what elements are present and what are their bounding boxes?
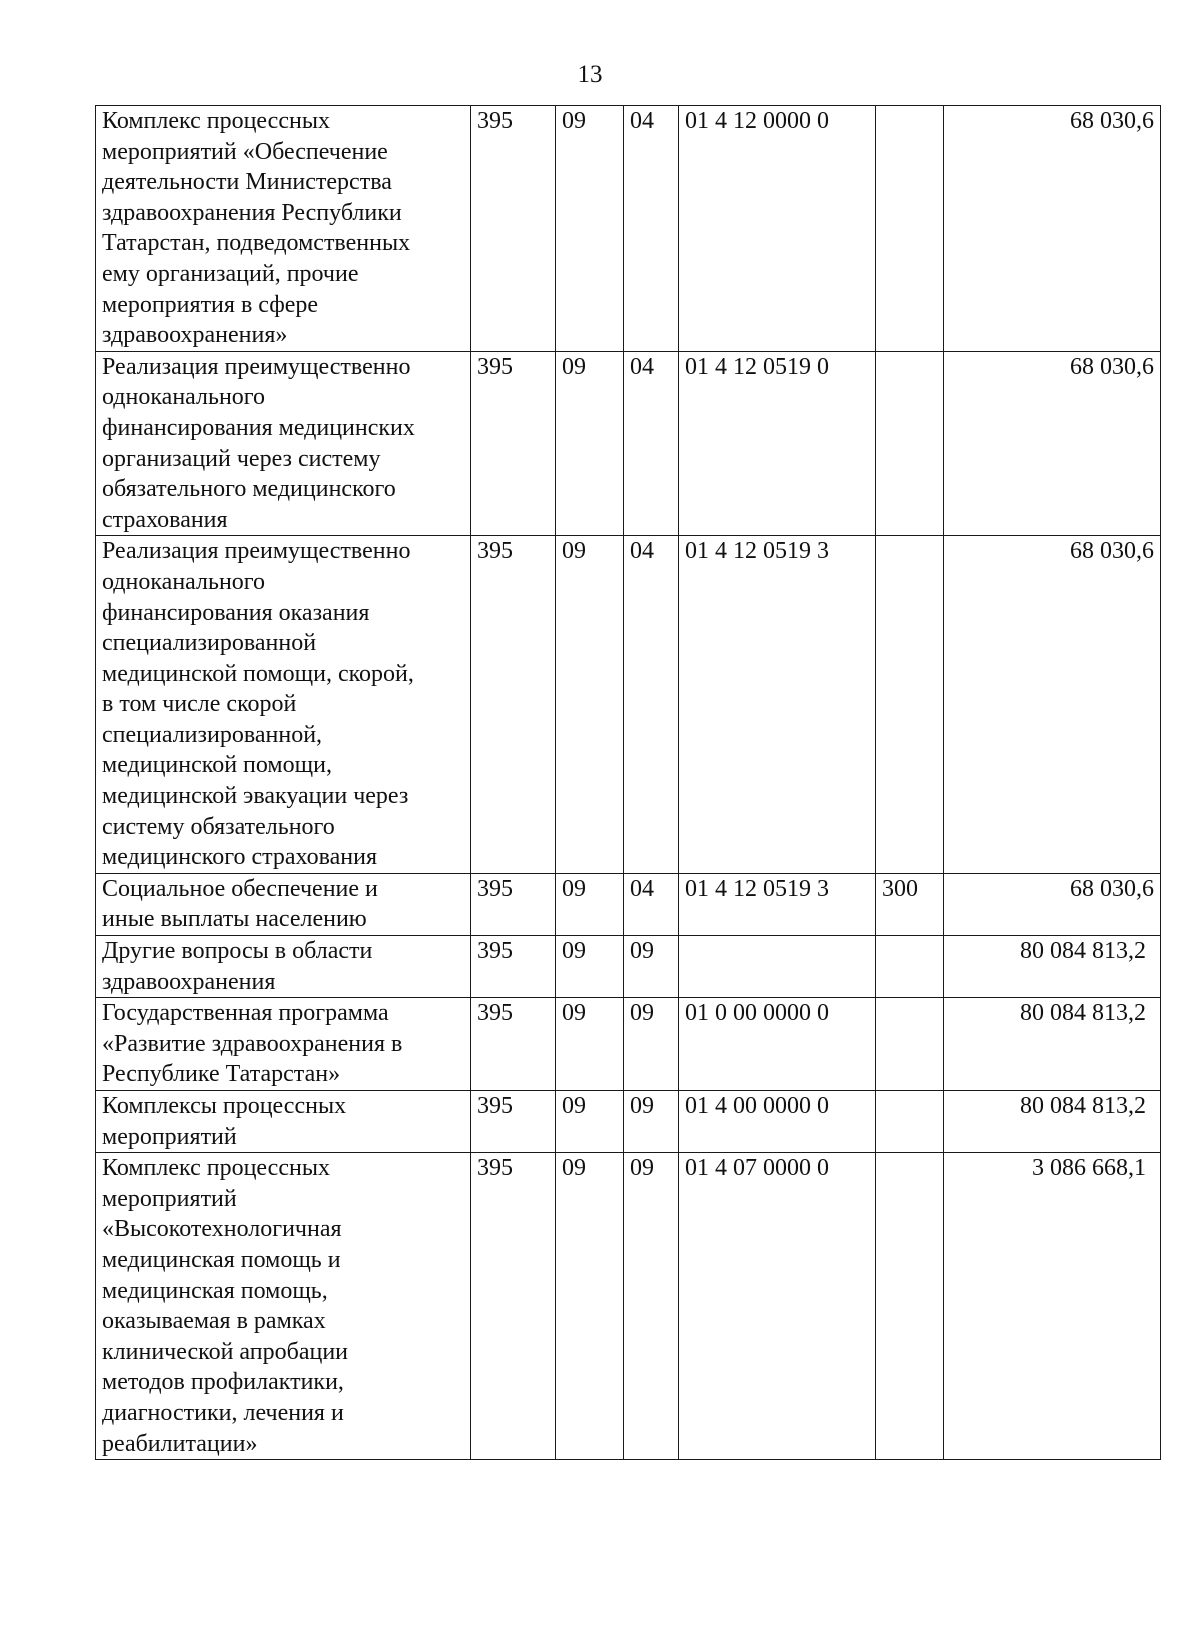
amount-cell: 68 030,6	[944, 536, 1161, 874]
item-name-line: Социальное обеспечение и	[102, 875, 378, 902]
amount-cell: 68 030,6	[944, 873, 1161, 935]
item-name-line: медицинская помощь,	[102, 1277, 328, 1304]
target-article-cell	[679, 936, 876, 998]
item-name-line: оказываемая в рамках	[102, 1308, 326, 1335]
ministry-code-cell: 395	[471, 106, 556, 352]
amount-cell: 80 084 813,2	[944, 936, 1161, 998]
item-name-line: методов профилактики,	[102, 1369, 344, 1396]
item-name-cell	[96, 536, 471, 874]
item-name-line: ему организаций, прочие	[102, 260, 359, 287]
table-row	[96, 106, 1161, 352]
item-name-line: здравоохранения»	[102, 322, 288, 349]
target-article-cell: 01 4 12 0519 0	[679, 351, 876, 536]
section-code-cell: 09	[556, 106, 624, 352]
subsection-code-cell: 09	[624, 936, 679, 998]
expense-type-cell	[876, 536, 944, 874]
item-name-line: Комплексы процессных	[102, 1093, 347, 1119]
table-row	[96, 998, 1161, 1091]
section-code-cell: 09	[556, 1153, 624, 1460]
item-name-line: мероприятий	[102, 1185, 237, 1212]
item-name-cell	[96, 351, 471, 536]
table-row	[96, 536, 1161, 874]
amount-cell: 80 084 813,2	[944, 998, 1161, 1091]
subsection-code-cell: 04	[624, 536, 679, 874]
item-name-cell	[96, 873, 471, 935]
item-name-line: медицинской помощи, скорой,	[102, 660, 414, 687]
expense-type-cell	[876, 351, 944, 536]
page-number: 13	[577, 61, 603, 88]
item-name-line: медицинского страхования	[102, 844, 378, 871]
subsection-code-cell: 09	[624, 998, 679, 1091]
item-name-line: Другие вопросы в области	[102, 938, 373, 965]
item-name-cell	[96, 1153, 471, 1460]
item-name-line: медицинская помощь и	[102, 1246, 341, 1273]
subsection-code-cell: 09	[624, 1153, 679, 1460]
item-name-line: специализированной	[102, 630, 317, 657]
item-name-line: медицинской эвакуации через	[102, 783, 409, 810]
item-name-line: финансирования оказания	[102, 599, 370, 626]
table-row	[96, 1091, 1161, 1153]
ministry-code-cell: 395	[471, 1091, 556, 1153]
ministry-code-cell: 395	[471, 1153, 556, 1460]
item-name-line: здравоохранения	[102, 968, 276, 995]
table-row	[96, 936, 1161, 998]
item-name-line: Реализация преимущественно	[102, 353, 411, 380]
item-name-line: деятельности Министерства	[102, 169, 392, 196]
target-article-cell: 01 4 07 0000 0	[679, 1153, 876, 1460]
expense-type-cell	[876, 998, 944, 1091]
item-name-line: обязательного медицинского	[102, 476, 396, 503]
amount-cell: 3 086 668,1	[944, 1153, 1161, 1460]
item-name-line: клинической апробации	[102, 1338, 348, 1365]
target-article-cell: 01 4 12 0519 3	[679, 873, 876, 935]
item-name-cell	[96, 998, 471, 1091]
item-name-line: Комплекс процессных	[102, 1155, 330, 1182]
item-name-line: «Развитие здравоохранения в	[102, 1030, 403, 1057]
item-name-line: страхования	[102, 506, 228, 533]
ministry-code-cell: 395	[471, 536, 556, 874]
expense-type-cell	[876, 936, 944, 998]
item-name-line: специализированной,	[102, 721, 323, 748]
item-name-line: «Высокотехнологичная	[102, 1216, 342, 1243]
item-name-line: мероприятий	[102, 1123, 237, 1150]
item-name-line: одноканального	[102, 568, 266, 595]
item-name-line: Татарстан, подведомственных	[102, 230, 411, 257]
item-name-cell	[96, 1091, 471, 1153]
item-name-cell	[96, 936, 471, 998]
amount-cell: 80 084 813,2	[944, 1091, 1161, 1153]
item-name-line: Республике Татарстан»	[102, 1061, 341, 1088]
ministry-code-cell: 395	[471, 873, 556, 935]
amount-cell: 68 030,6	[944, 106, 1161, 352]
section-code-cell: 09	[556, 351, 624, 536]
target-article-cell: 01 4 12 0000 0	[679, 106, 876, 352]
item-name-line: Реализация преимущественно	[102, 538, 411, 565]
item-name-line: реабилитации»	[102, 1430, 258, 1457]
target-article-cell: 01 0 00 0000 0	[679, 998, 876, 1091]
section-code-cell: 09	[556, 936, 624, 998]
target-article-cell: 01 4 00 0000 0	[679, 1091, 876, 1153]
expense-type-cell	[876, 1153, 944, 1460]
item-name-line: Комплекс процессных	[102, 108, 330, 134]
expense-type-cell	[876, 106, 944, 352]
item-name-line: мероприятия в сфере	[102, 291, 319, 318]
section-code-cell: 09	[556, 1091, 624, 1153]
section-code-cell: 09	[556, 998, 624, 1091]
item-name-cell	[96, 106, 471, 352]
item-name-line: в том числе скорой	[102, 691, 297, 718]
expense-type-cell: 300	[876, 873, 944, 935]
expense-type-cell	[876, 1091, 944, 1153]
subsection-code-cell: 09	[624, 1091, 679, 1153]
item-name-line: здравоохранения Республики	[102, 199, 402, 226]
item-name-line: Государственная программа	[102, 1000, 389, 1027]
item-name-line: организаций через систему	[102, 445, 381, 472]
subsection-code-cell: 04	[624, 873, 679, 935]
section-code-cell: 09	[556, 873, 624, 935]
ministry-code-cell: 395	[471, 351, 556, 536]
amount-cell: 68 030,6	[944, 351, 1161, 536]
target-article-cell: 01 4 12 0519 3	[679, 536, 876, 874]
item-name-line: финансирования медицинских	[102, 414, 415, 441]
item-name-line: одноканального	[102, 384, 266, 411]
ministry-code-cell: 395	[471, 936, 556, 998]
item-name-line: мероприятий «Обеспечение	[102, 138, 388, 165]
budget-table-body	[96, 106, 1161, 1460]
subsection-code-cell: 04	[624, 106, 679, 352]
item-name-line: медицинской помощи,	[102, 752, 332, 779]
item-name-line: диагностики, лечения и	[102, 1399, 344, 1426]
item-name-line: иные выплаты населению	[102, 906, 367, 933]
ministry-code-cell: 395	[471, 998, 556, 1091]
item-name-line: систему обязательного	[102, 813, 335, 840]
budget-table	[95, 105, 1161, 1460]
table-row	[96, 351, 1161, 536]
subsection-code-cell: 04	[624, 351, 679, 536]
section-code-cell: 09	[556, 536, 624, 874]
table-row	[96, 1153, 1161, 1460]
table-row	[96, 873, 1161, 935]
